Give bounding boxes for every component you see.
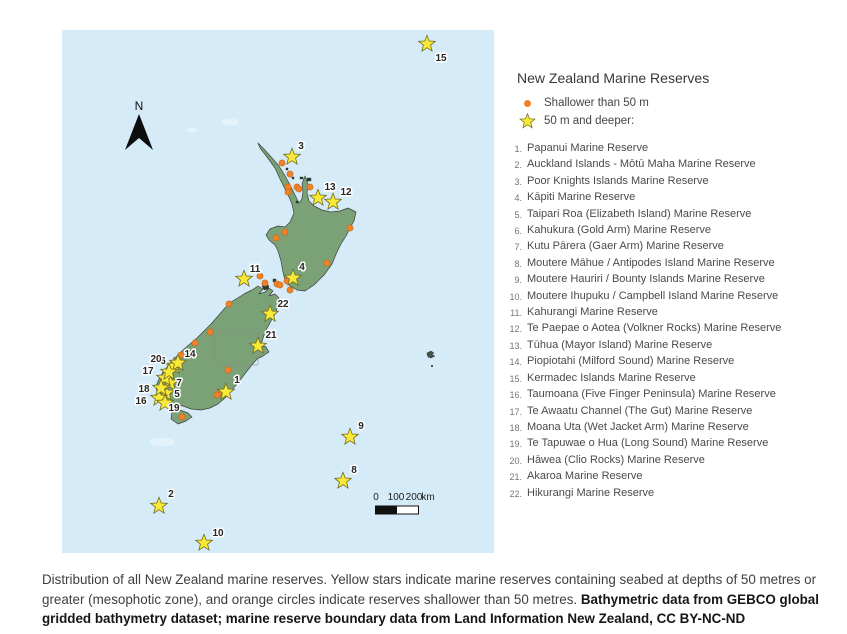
deep-reserve-star-8: [335, 472, 352, 488]
reserve-item-number: 4.: [514, 193, 522, 204]
reserve-item-number: 2.: [514, 160, 522, 171]
reserve-list-item: [505, 239, 843, 255]
reserve-item-name: Akaroa Marine Reserve: [527, 470, 643, 483]
reserve-item-number: 16.: [509, 390, 522, 401]
reserve-item-name: Tūhua (Mayor Island) Marine Reserve: [527, 338, 713, 351]
legend-key-shallow-label: Shallower than 50 m: [544, 97, 649, 109]
reserve-item-number: 3.: [514, 176, 522, 187]
chatham-islands: [427, 351, 435, 367]
reserve-number-label: 11: [249, 264, 261, 275]
reserve-list: [505, 141, 843, 502]
reserve-number-label: 19: [168, 403, 180, 414]
reserve-number-label: 10: [212, 528, 224, 539]
deep-reserve-star-2: [151, 497, 168, 513]
reserve-number-label: 8: [351, 465, 357, 476]
scale-bar: [373, 492, 434, 514]
reserve-number-label: 22: [277, 299, 289, 310]
reserve-list-item: [505, 338, 843, 354]
reserve-item-name: Kāpiti Marine Reserve: [527, 191, 636, 204]
shallow-reserve-dot: [262, 280, 268, 286]
shallow-reserve-dot: [225, 367, 231, 373]
reserve-item-name: Moutere Māhue / Antipodes Island Marine Reserve: [527, 256, 775, 269]
reserve-number-label: 18: [138, 384, 150, 395]
reserve-item-number: 9.: [514, 275, 522, 286]
shallow-reserve-dot: [307, 184, 313, 190]
reserve-item-name: Kermadec Islands Marine Reserve: [527, 371, 696, 384]
reserve-item-number: 19.: [509, 439, 522, 450]
reserve-item-number: 14.: [509, 357, 522, 368]
reserve-number-label: 5: [174, 389, 180, 400]
reserve-list-item: [505, 223, 843, 239]
reserve-item-name: Kahurangi Marine Reserve: [527, 306, 658, 319]
reserve-item-number: 8.: [514, 258, 522, 269]
reserve-item-name: Te Tapuwae o Hua (Long Sound) Marine Reserve: [527, 437, 769, 450]
scale-100: 100: [387, 492, 405, 503]
reserve-item-number: 17.: [509, 406, 522, 417]
reserve-list-item: [505, 174, 843, 190]
north-arrow-label: N: [134, 99, 144, 113]
reserve-list-item: [505, 256, 843, 272]
shallow-reserve-dot: [214, 392, 220, 398]
reserve-number-label: 4: [299, 262, 305, 273]
deep-star-icon: [519, 113, 536, 130]
shallow-reserve-dot: [324, 260, 330, 266]
reserve-item-number: 13.: [509, 340, 522, 351]
reserve-list-item: [505, 404, 843, 420]
reserve-number-label: 7: [176, 378, 182, 389]
reserve-list-item: [505, 387, 843, 403]
reserve-item-number: 7.: [514, 242, 522, 253]
reserve-list-item: [505, 207, 843, 223]
reserve-number-label: 17: [142, 366, 154, 377]
deep-reserve-star-9: [342, 428, 359, 444]
reserve-number-label: 9: [358, 421, 364, 432]
legend-panel: [505, 70, 843, 502]
shallow-dot-icon: [519, 100, 536, 107]
reserve-item-name: Moana Uta (Wet Jacket Arm) Marine Reserve: [527, 420, 749, 433]
reserve-list-item: [505, 453, 843, 469]
deep-reserve-star-10: [196, 534, 213, 550]
scale-unit: km: [421, 492, 435, 503]
reserve-list-item: [505, 289, 843, 305]
reserve-item-number: 21.: [509, 472, 522, 483]
reserve-list-item: [505, 486, 843, 502]
north-island: [258, 143, 356, 291]
nz-marine-reserves-map: [62, 30, 494, 553]
shallow-reserve-dot: [296, 186, 302, 192]
shallow-reserve-dot: [273, 235, 279, 241]
reserve-item-number: 18.: [509, 422, 522, 433]
map-canvas: [62, 30, 494, 553]
reserve-number-label: 2: [168, 489, 174, 500]
shallow-reserve-dot: [226, 301, 232, 307]
reserve-number-label: 1: [234, 375, 240, 386]
deep-reserve-star-15: [419, 35, 436, 51]
legend-key-deep: [505, 112, 843, 130]
reserve-item-name: Hikurangi Marine Reserve: [527, 486, 655, 499]
reserve-item-number: 6.: [514, 226, 522, 237]
reserve-number-label: 12: [340, 187, 352, 198]
reserve-number-label: 13: [324, 182, 336, 193]
north-arrow: [125, 99, 153, 150]
reserve-list-item: [505, 141, 843, 157]
shallow-reserve-dot: [207, 329, 213, 335]
reserve-item-name: Papanui Marine Reserve: [527, 142, 649, 154]
reserve-list-item: [505, 436, 843, 452]
scale-200: 200: [405, 492, 423, 503]
reserve-item-name: Te Awaatu Channel (The Gut) Marine Reserve: [527, 404, 753, 417]
reserve-item-number: 11.: [510, 308, 522, 319]
legend-key-deep-label: 50 m and deeper:: [544, 115, 635, 127]
reserve-list-item: [505, 305, 843, 321]
reserve-list-item: [505, 157, 843, 173]
scale-0: 0: [373, 492, 379, 503]
shallow-reserve-dot: [287, 171, 293, 177]
deep-reserve-star-12: [325, 193, 342, 209]
reserve-item-number: 1.: [514, 144, 522, 154]
reserve-list-item: [505, 371, 843, 387]
caption-text: Distribution of all New Zealand marine reserves. Yellow stars indicate marine reserves containing seabed at depths of 50 metres or greater (mesophotic zone), and orange circles indicate reserves shallower than 50 metres.: [42, 572, 817, 607]
reserve-number-label: 14: [184, 349, 196, 360]
reserve-number-label: 6: [160, 356, 166, 367]
shallow-reserve-dot: [179, 414, 185, 420]
reserve-number-label: 16: [135, 396, 147, 407]
reserve-item-number: 15.: [509, 373, 522, 384]
shallow-reserve-dot: [277, 282, 283, 288]
shallow-reserve-dot: [192, 340, 198, 346]
reserve-item-name: Piopiotahi (Milford Sound) Marine Reserve: [527, 355, 735, 368]
shallow-reserve-dot: [287, 287, 293, 293]
reserve-item-number: 22.: [509, 488, 522, 499]
shallow-reserve-dot: [279, 160, 285, 166]
reserve-item-number: 5.: [514, 209, 522, 220]
reserve-list-item: [505, 190, 843, 206]
shallow-reserve-dot: [285, 189, 291, 195]
reserve-item-name: Te Paepae o Aotea (Volkner Rocks) Marine Reserve: [527, 322, 782, 335]
reserve-item-name: Kahukura (Gold Arm) Marine Reserve: [527, 224, 712, 237]
shallow-reserve-dot: [282, 229, 288, 235]
reserve-list-item: [505, 272, 843, 288]
reserve-number-label: 20: [150, 354, 162, 365]
reserve-list-item: [505, 420, 843, 436]
reserve-item-name: Taumoana (Five Finger Peninsula) Marine Reserve: [527, 388, 776, 401]
reserve-item-number: 10.: [509, 291, 522, 302]
reserve-list-item: [505, 469, 843, 485]
shallow-reserve-dot: [347, 225, 353, 231]
reserve-item-name: Moutere Hauriri / Bounty Islands Marine Reserve: [527, 273, 765, 286]
reserve-item-name: Poor Knights Islands Marine Reserve: [527, 174, 709, 187]
reserve-item-name: Taipari Roa (Elizabeth Island) Marine Reserve: [527, 207, 752, 220]
reserve-item-name: Kutu Pārera (Gaer Arm) Marine Reserve: [527, 240, 724, 253]
reserve-list-item: [505, 354, 843, 370]
caption-attribution: Bathymetric data from GEBCO global gridded bathymetry dataset; marine reserve boundary data from Land Information New Zealand, CC BY-NC-ND: [42, 591, 819, 626]
reserve-item-name: Hāwea (Clio Rocks) Marine Reserve: [527, 453, 705, 466]
reserve-item-number: 12.: [509, 324, 522, 335]
reserve-item-number: 20.: [509, 455, 522, 466]
legend-key-shallow: [505, 94, 843, 112]
reserve-item-name: Auckland Islands - Mōtū Maha Marine Reserve: [527, 158, 756, 171]
figure-caption: [42, 570, 834, 629]
reserve-item-name: Moutere Ihupuku / Campbell Island Marine Reserve: [527, 289, 779, 302]
legend-title: New Zealand Marine Reserves: [517, 70, 710, 86]
reserve-list-item: [505, 321, 843, 337]
reserve-number-label: 3: [298, 141, 304, 152]
reserve-number-label: 21: [265, 330, 277, 341]
reserve-number-label: 15: [435, 53, 447, 64]
